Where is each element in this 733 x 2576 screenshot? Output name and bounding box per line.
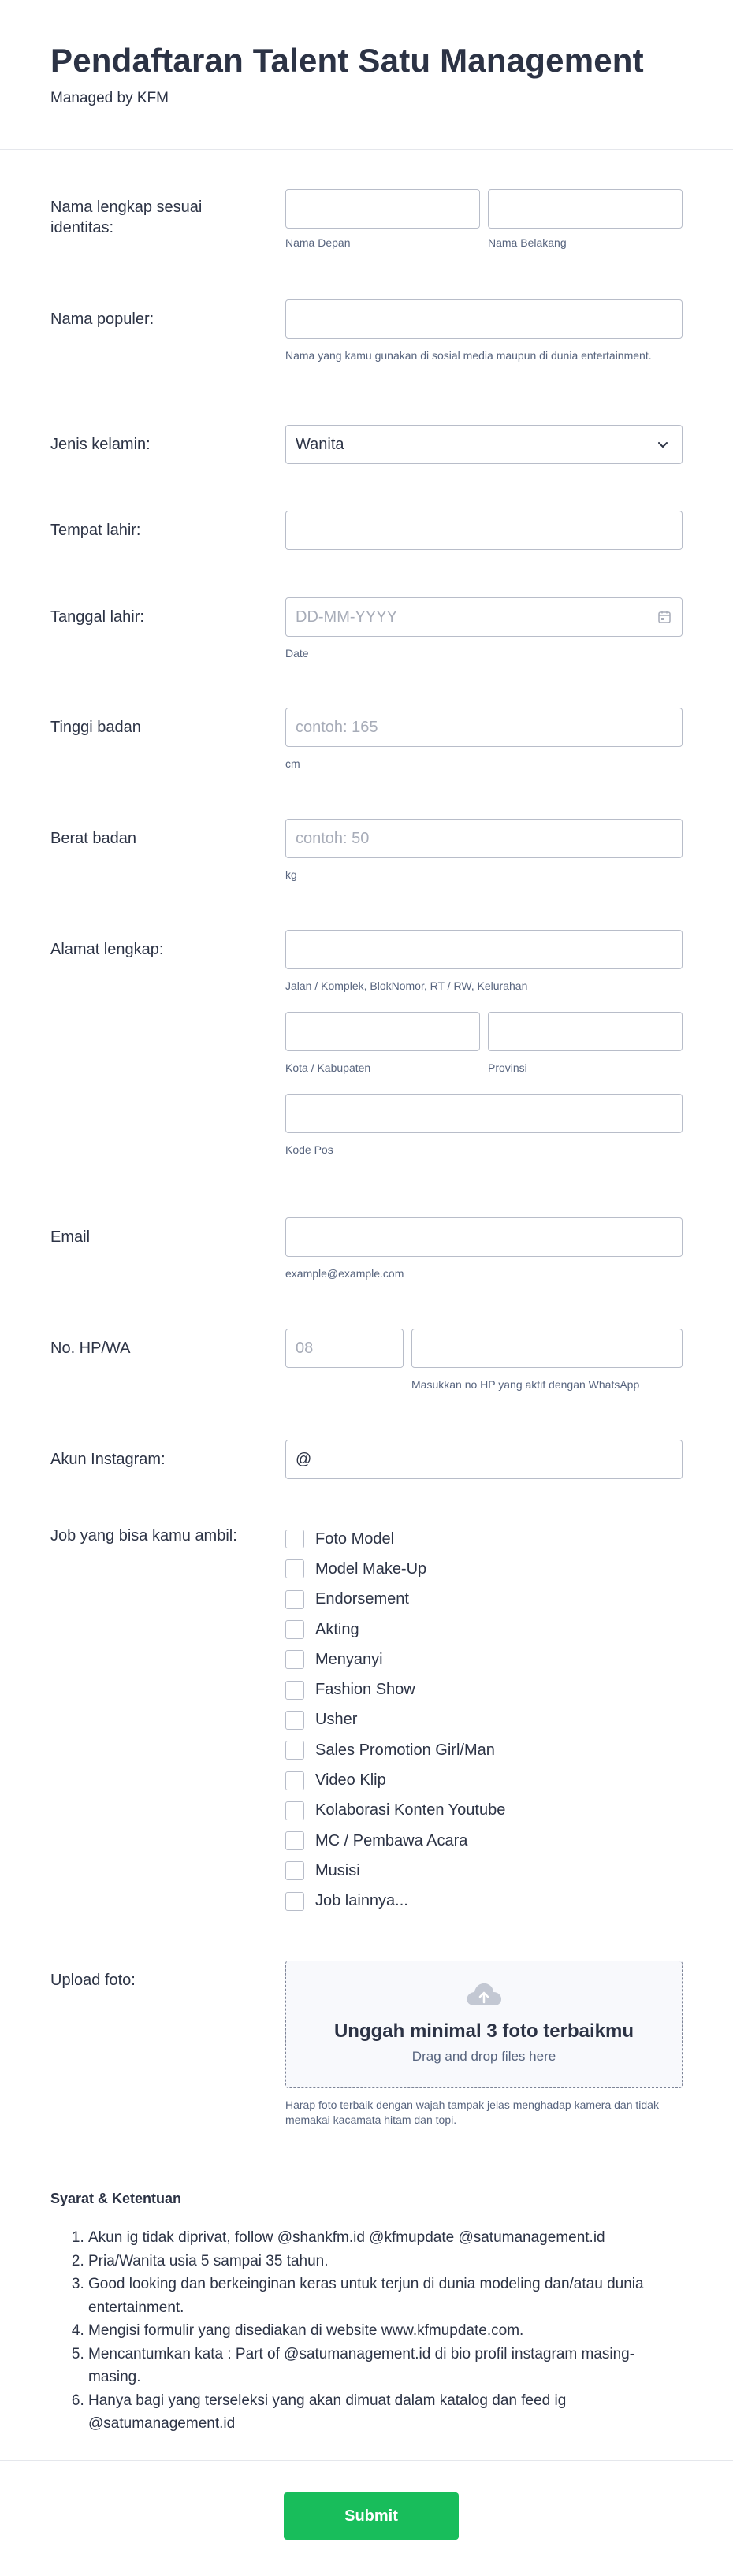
upload-hint: Harap foto terbaik dengan wajah tampak jelas menghadap kamera dan tidak memakai kacamata hitam dan topi. (285, 2098, 659, 2126)
job-option-label: Sales Promotion Girl/Man (315, 1741, 495, 1759)
phone-hint: Masukkan no HP yang aktif dengan WhatsApp (411, 1378, 640, 1391)
job-option-label: MC / Pembawa Acara (315, 1831, 468, 1849)
terms-section (50, 2191, 683, 2436)
terms-item: 6. Hanya bagi yang terseleksi yang akan dimuat dalam katalog dan feed ig @satumanagement.id (88, 2389, 683, 2436)
last-name-hint: Nama Belakang (488, 236, 567, 249)
terms-item: 4. Mengisi formulir yang disediakan di website www.kfmupdate.com. (88, 2319, 683, 2343)
zip-input[interactable] (285, 1094, 683, 1133)
height-label: Tinggi badan (50, 719, 141, 736)
height-unit: cm (285, 757, 300, 770)
birthdate-hint: Date (285, 647, 309, 660)
chevron-down-icon (655, 437, 671, 452)
full-name-label: Nama lengkap sesuai identitas: (50, 199, 203, 236)
job-option[interactable] (285, 1796, 683, 1826)
job-option[interactable] (285, 1554, 683, 1584)
terms-item: 2. Pria/Wanita usia 5 sampai 35 tahun. (88, 2250, 683, 2273)
checkbox[interactable] (285, 1892, 304, 1911)
page-subtitle: Managed by KFM (50, 90, 169, 106)
job-option-label: Menyanyi (315, 1650, 383, 1668)
checkbox[interactable] (285, 1620, 304, 1639)
jobs-label: Job yang bisa kamu ambil: (50, 1527, 237, 1544)
job-option-label: Job lainnya... (315, 1892, 408, 1910)
phone-label: No. HP/WA (50, 1340, 131, 1357)
job-option-label: Fashion Show (315, 1681, 415, 1699)
form-header (0, 0, 733, 150)
email-hint: example@example.com (285, 1267, 404, 1280)
job-option[interactable] (285, 1735, 683, 1765)
popular-name-label: Nama populer: (50, 310, 154, 328)
birthplace-label: Tempat lahir: (50, 522, 141, 539)
upload-dropzone[interactable] (285, 1961, 683, 2088)
checkbox[interactable] (285, 1530, 304, 1548)
terms-heading: Syarat & Ketentuan (50, 2191, 182, 2206)
jobs-checkbox-list (285, 1524, 683, 1916)
page-title: Pendaftaran Talent Satu Management (50, 42, 644, 79)
city-hint: Kota / Kabupaten (285, 1061, 371, 1074)
address-label: Alamat lengkap: (50, 941, 164, 958)
email-input[interactable] (285, 1217, 683, 1257)
phone-area-input[interactable]: 08 (285, 1329, 404, 1368)
submit-button[interactable]: Submit (284, 2492, 459, 2540)
checkbox[interactable] (285, 1681, 304, 1700)
job-option[interactable] (285, 1585, 683, 1615)
job-option[interactable] (285, 1524, 683, 1554)
checkbox[interactable] (285, 1711, 304, 1730)
checkbox[interactable] (285, 1801, 304, 1820)
zip-hint: Kode Pos (285, 1143, 333, 1156)
street-input[interactable] (285, 930, 683, 969)
checkbox[interactable] (285, 1741, 304, 1760)
gender-label: Jenis kelamin: (50, 436, 151, 453)
terms-item: 5. Mencantumkan kata : Part of @satumanagement.id di bio profil instagram masing-masing. (88, 2343, 683, 2389)
job-option-label: Usher (315, 1711, 358, 1729)
upload-label: Upload foto: (50, 1972, 136, 1989)
phone-number-input[interactable] (411, 1329, 683, 1368)
first-name-hint: Nama Depan (285, 236, 351, 249)
job-option-label: Foto Model (315, 1530, 395, 1548)
calendar-icon[interactable] (657, 609, 672, 625)
form-footer (0, 2460, 733, 2576)
email-label: Email (50, 1229, 91, 1246)
birthplace-input[interactable] (285, 511, 683, 550)
job-option[interactable] (285, 1615, 683, 1645)
checkbox[interactable] (285, 1590, 304, 1609)
terms-item: 1. Akun ig tidak diprivat, follow @shankfm.id @kfmupdate @satumanagement.id (88, 2226, 683, 2250)
job-option-label: Musisi (315, 1861, 360, 1879)
job-option-label: Kolaborasi Konten Youtube (315, 1801, 506, 1820)
last-name-input[interactable] (488, 189, 683, 229)
checkbox[interactable] (285, 1771, 304, 1790)
weight-unit: kg (285, 868, 297, 881)
instagram-input[interactable]: @ (285, 1440, 683, 1479)
street-hint: Jalan / Komplek, BlokNomor, RT / RW, Kelurahan (285, 979, 528, 992)
checkbox[interactable] (285, 1559, 304, 1578)
terms-item: 3. Good looking dan berkeinginan keras untuk terjun di dunia modeling dan/atau dunia entertainment. (88, 2273, 683, 2319)
job-option[interactable] (285, 1856, 683, 1886)
cloud-upload-icon (465, 1980, 503, 2009)
birthdate-label: Tanggal lahir: (50, 608, 144, 626)
weight-label: Berat badan (50, 830, 136, 847)
weight-input[interactable]: contoh: 50 (285, 819, 683, 858)
job-option[interactable] (285, 1826, 683, 1856)
first-name-input[interactable] (285, 189, 480, 229)
upload-drag-text: Drag and drop files here (411, 2049, 556, 2064)
job-option-label: Model Make-Up (315, 1559, 427, 1578)
birthdate-input[interactable] (285, 597, 683, 637)
height-input[interactable]: contoh: 165 (285, 708, 683, 747)
checkbox[interactable] (285, 1831, 304, 1850)
province-input[interactable] (488, 1012, 683, 1051)
city-input[interactable] (285, 1012, 480, 1051)
job-option-label: Video Klip (315, 1771, 386, 1790)
popular-name-hint: Nama yang kamu gunakan di sosial media maupun di dunia entertainment. (285, 349, 652, 362)
gender-select[interactable] (285, 425, 683, 464)
job-option-label: Akting (315, 1620, 359, 1638)
instagram-label: Akun Instagram: (50, 1451, 166, 1468)
gender-selected-value: Wanita (296, 436, 344, 453)
upload-title: Unggah minimal 3 foto terbaikmu (333, 2020, 634, 2042)
job-option[interactable] (285, 1645, 683, 1675)
job-option[interactable] (285, 1705, 683, 1735)
job-option[interactable] (285, 1886, 683, 1916)
job-option-label: Endorsement (315, 1590, 409, 1608)
job-option[interactable] (285, 1675, 683, 1704)
checkbox[interactable] (285, 1650, 304, 1669)
province-hint: Provinsi (488, 1061, 527, 1074)
terms-list (50, 2226, 683, 2436)
checkbox[interactable] (285, 1861, 304, 1880)
birthdate-placeholder: DD-MM-YYYY (296, 608, 397, 626)
popular-name-input[interactable] (285, 299, 683, 339)
job-option[interactable] (285, 1765, 683, 1795)
